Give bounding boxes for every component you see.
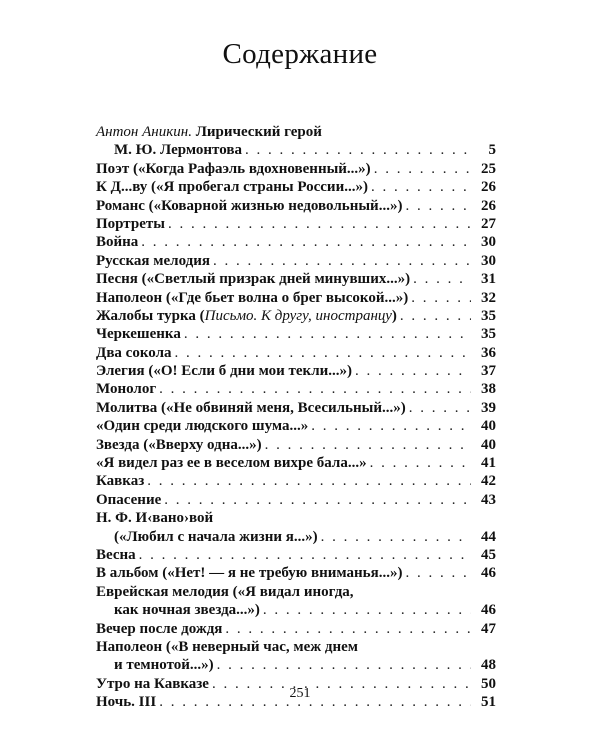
toc-entry-page-number: 43 — [481, 491, 496, 508]
table-of-contents — [96, 123, 496, 712]
toc-entry-title: Кавказ — [96, 473, 145, 490]
dot-leader — [413, 270, 471, 288]
toc-entry-page-number: 38 — [481, 381, 496, 398]
toc-entry-page-number: 46 — [481, 602, 496, 619]
toc-entry — [96, 417, 496, 435]
toc-entry — [96, 215, 496, 233]
toc-entry — [96, 270, 496, 288]
toc-entry-title: Молитва («Не обвиняй меня, Всесильный...») — [96, 399, 406, 416]
toc-entry — [96, 178, 496, 196]
toc-entry-page-number: 40 — [481, 436, 496, 453]
toc-entry-title: Романс («Коварной жизнью недовольный...») — [96, 197, 403, 214]
toc-entry — [96, 289, 496, 307]
toc-entry-title: Монолог — [96, 381, 157, 398]
dot-leader — [370, 454, 471, 472]
dot-leader — [400, 307, 471, 325]
dot-leader — [374, 160, 471, 178]
dot-leader — [217, 656, 471, 674]
toc-entry-page-number: 30 — [481, 252, 496, 269]
toc-entry-title-part: Жалобы турка ( — [96, 307, 205, 324]
toc-entry-page-number: 26 — [481, 179, 496, 196]
toc-entry-page-number: 45 — [481, 546, 496, 563]
toc-entry-intro — [96, 141, 496, 159]
toc-entry-page-number: 35 — [481, 326, 496, 343]
dot-leader — [141, 233, 471, 251]
toc-entry-title: Наполеон («Где бьет волна о брег высокой...») — [96, 289, 409, 306]
intro-subject: М. Ю. Лермонтова — [114, 142, 242, 159]
dot-leader — [159, 380, 471, 398]
dot-leader — [147, 472, 471, 490]
toc-entry-page-number: 48 — [481, 657, 496, 674]
page-title: Содержание — [222, 38, 378, 70]
toc-entry-title: Война — [96, 234, 139, 251]
toc-entry-title: Н. Ф. И‹вано›вой — [96, 510, 214, 527]
dot-leader — [321, 528, 471, 546]
toc-entry-page-number: 30 — [481, 234, 496, 251]
toc-entry-title: Весна — [96, 546, 136, 563]
toc-entry-page-number: 35 — [481, 307, 496, 324]
toc-entry-page-number: 51 — [481, 694, 496, 711]
dot-leader — [213, 252, 471, 270]
toc-entry-title: Утро на Кавказе — [96, 675, 209, 692]
toc-entry-intro-heading — [96, 123, 496, 141]
toc-entry — [96, 380, 496, 398]
dot-leader — [184, 325, 471, 343]
toc-entry — [96, 233, 496, 251]
toc-entry — [96, 362, 496, 380]
toc-entry-page-number: 26 — [481, 197, 496, 214]
intro-author: Антон Аникин. — [96, 124, 192, 140]
toc-entry — [96, 472, 496, 490]
toc-entry — [96, 601, 496, 619]
intro-heading: Лирический герой — [191, 124, 322, 140]
dot-leader — [409, 399, 471, 417]
toc-entry-title: «Я видел раз ее в веселом вихре бала...» — [96, 455, 367, 472]
toc-entry-page-number: 46 — [481, 565, 496, 582]
dot-leader — [164, 491, 471, 509]
toc-entry-title: Поэт («Когда Рафаэль вдохновенный...») — [96, 160, 371, 177]
toc-entry — [96, 197, 496, 215]
toc-entry-page-number: 25 — [481, 160, 496, 177]
toc-entry — [96, 436, 496, 454]
toc-entry-title-italic: Письмо. К другу, иностранцу — [204, 307, 392, 324]
dot-leader — [175, 344, 472, 362]
toc-entry — [96, 325, 496, 343]
dot-leader — [411, 289, 471, 307]
toc-entry-page-number: 44 — [481, 528, 496, 545]
toc-entry — [96, 344, 496, 362]
toc-entry-title: Наполеон («В неверный час, меж днем — [96, 638, 359, 655]
toc-entry-title — [96, 307, 397, 325]
toc-entry — [96, 583, 496, 601]
toc-entry-page-number: 47 — [481, 620, 496, 637]
toc-entry — [96, 638, 496, 656]
toc-entry-title: («Любил с начала жизни я...») — [114, 528, 318, 545]
page-number: 251 — [289, 686, 311, 701]
toc-entry-page-number: 37 — [481, 363, 496, 380]
toc-entry — [96, 546, 496, 564]
toc-entry-title: В альбом («Нет! — я не требую вниманья...») — [96, 565, 403, 582]
toc-entry-title: Портреты — [96, 215, 165, 232]
toc-entry-title: Два сокола — [96, 344, 172, 361]
dot-leader — [405, 197, 471, 215]
dot-leader — [225, 620, 471, 638]
toc-entry-title: К Д...ву («Я пробегал страны России...») — [96, 179, 368, 196]
dot-leader — [311, 417, 471, 435]
toc-entry-title: «Один среди людского шума...» — [96, 418, 309, 435]
dot-leader — [245, 141, 471, 159]
dot-leader — [355, 362, 471, 380]
toc-entry — [96, 491, 496, 509]
toc-entry-title: Вечер после дождя — [96, 620, 223, 637]
dot-leader — [265, 436, 471, 454]
toc-entry-title: Элегия («О! Если б дни мои текли...») — [96, 363, 353, 380]
toc-entry-page-number: 32 — [481, 289, 496, 306]
toc-entry-title: Звезда («Вверху одна...») — [96, 436, 262, 453]
toc-entry-page-number: 36 — [481, 344, 496, 361]
toc-entry-page-number: 50 — [481, 675, 496, 692]
toc-entry — [96, 509, 496, 527]
toc-entry — [96, 160, 496, 178]
toc-entry — [96, 307, 496, 325]
toc-entry-page-number: 40 — [481, 418, 496, 435]
toc-entry — [96, 620, 496, 638]
dot-leader — [263, 601, 471, 619]
toc-entry — [96, 399, 496, 417]
toc-entry-title: Черкешенка — [96, 326, 181, 343]
dot-leader — [405, 564, 471, 582]
dot-leader — [139, 546, 471, 564]
toc-entry-title: Ночь. III — [96, 694, 157, 711]
toc-entry — [96, 454, 496, 472]
toc-entry-page-number: 39 — [481, 399, 496, 416]
toc-entry — [96, 656, 496, 674]
dot-leader — [371, 178, 471, 196]
toc-entry — [96, 252, 496, 270]
toc-entry — [96, 564, 496, 582]
toc-entry-title: и темнотой...») — [114, 657, 214, 674]
toc-entry-title-part: ) — [391, 307, 397, 324]
toc-entry-page-number: 41 — [481, 455, 496, 472]
toc-entry-title: Опасение — [96, 491, 162, 508]
toc-entry-title: как ночная звезда...») — [114, 602, 260, 619]
toc-entry-page-number: 42 — [481, 473, 496, 490]
toc-entry-page-number: 27 — [481, 215, 496, 232]
toc-entry-title: Песня («Светлый призрак дней минувших...») — [96, 271, 411, 288]
toc-entry-page-number: 31 — [481, 271, 496, 288]
toc-entry — [96, 528, 496, 546]
dot-leader — [168, 215, 471, 233]
toc-entry-title: Русская мелодия — [96, 252, 211, 269]
toc-entry-title: Еврейская мелодия («Я видал иногда, — [96, 583, 354, 600]
intro-page-number: 5 — [488, 142, 496, 159]
